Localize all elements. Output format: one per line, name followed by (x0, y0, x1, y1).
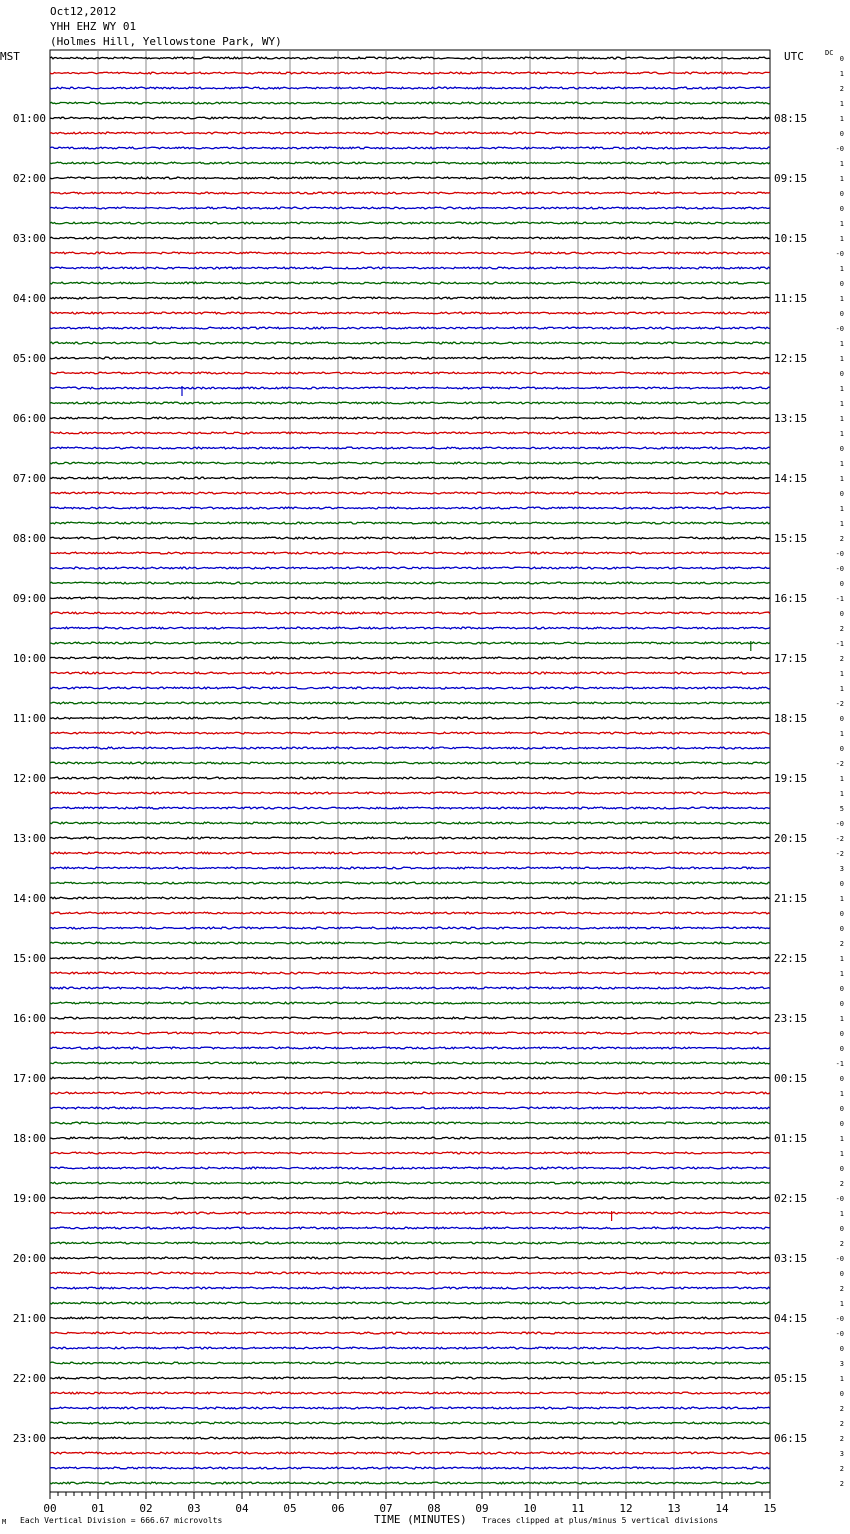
right-hour-label: 17:15 (774, 652, 808, 665)
dc-offset-label: 1 (839, 1090, 844, 1098)
left-hour-label: 07:00 (12, 472, 46, 485)
dc-offset-label: 1 (839, 520, 844, 528)
dc-offset-label: 0 (839, 55, 844, 63)
seismic-trace (50, 387, 770, 389)
dc-offset-label: 1 (839, 295, 844, 303)
dc-offset-label: -1 (835, 1060, 844, 1068)
dc-offset-label: 1 (839, 475, 844, 483)
dc-offset-label: 0 (839, 1045, 844, 1053)
seismic-trace (50, 882, 770, 884)
seismic-trace (50, 1287, 770, 1289)
seismic-trace (50, 897, 770, 899)
dc-offset-label: 0 (839, 1165, 844, 1173)
right-hour-label: 21:15 (774, 892, 808, 905)
vertical-division-note: Each Vertical Division = 666.67 microvolts (20, 1516, 223, 1525)
dc-offset-label: 0 (839, 580, 844, 588)
dc-offset-label: 1 (839, 1150, 844, 1158)
seismic-trace (50, 1077, 770, 1079)
location-label: (Holmes Hill, Yellowstone Park, WY) (50, 35, 282, 48)
x-tick-label: 02 (139, 1502, 153, 1515)
seismic-trace (50, 1047, 770, 1049)
dc-offset-label: 3 (839, 865, 844, 873)
left-hour-label: 19:00 (12, 1192, 46, 1205)
right-hour-label: 08:15 (774, 112, 808, 125)
seismic-trace (50, 1467, 770, 1469)
seismic-trace (50, 522, 770, 524)
dc-offset-label: -2 (835, 835, 844, 843)
dc-offset-label: 1 (839, 340, 844, 348)
seismic-trace (50, 1092, 770, 1094)
seismic-trace (50, 597, 770, 599)
seismic-trace (50, 1332, 770, 1334)
right-hour-label: 13:15 (774, 412, 808, 425)
dc-offset-label: 2 (839, 1285, 844, 1293)
seismic-trace (50, 1152, 770, 1154)
seismic-trace (50, 687, 770, 689)
right-hour-label: 15:15 (774, 532, 808, 545)
right-hour-label: 23:15 (774, 1012, 808, 1025)
left-hour-label: 20:00 (12, 1252, 46, 1265)
dc-offset-label: 0 (839, 925, 844, 933)
seismic-trace (50, 582, 770, 584)
dc-offset-label: 0 (839, 985, 844, 993)
seismic-trace (50, 1272, 770, 1274)
dc-offset-label: 1 (839, 955, 844, 963)
seismic-trace (50, 312, 770, 314)
x-tick-label: 01 (91, 1502, 105, 1515)
dc-offset-label: -0 (835, 565, 844, 573)
seismic-trace (50, 357, 770, 359)
dc-offset-label: -0 (835, 1195, 844, 1203)
right-hour-label: 18:15 (774, 712, 808, 725)
seismic-trace (50, 132, 770, 134)
seismic-trace (50, 447, 770, 449)
dc-offset-label: 2 (839, 625, 844, 633)
seismic-trace (50, 87, 770, 89)
x-tick-label: 13 (667, 1502, 681, 1515)
dc-offset-label: 1 (839, 790, 844, 798)
right-hour-label: 11:15 (774, 292, 808, 305)
seismic-trace (50, 957, 770, 959)
dc-offset-label: 1 (839, 775, 844, 783)
station-label: YHH EHZ WY 01 (50, 20, 137, 33)
seismic-trace (50, 567, 770, 569)
seismic-trace (50, 1392, 770, 1394)
seismic-trace (50, 1167, 770, 1169)
right-hour-label: 01:15 (774, 1132, 808, 1145)
dc-offset-label: 1 (839, 895, 844, 903)
left-hour-label: 04:00 (12, 292, 46, 305)
seismic-trace (50, 507, 770, 509)
seismic-trace (50, 1452, 770, 1454)
x-tick-label: 14 (715, 1502, 729, 1515)
dc-offset-label: -1 (835, 595, 844, 603)
dc-offset-label: 2 (839, 1435, 844, 1443)
left-timezone-label: MST (0, 50, 20, 63)
dc-offset-label: 1 (839, 670, 844, 678)
dc-offset-label: -0 (835, 820, 844, 828)
seismic-trace (50, 102, 770, 104)
seismic-trace (50, 1107, 770, 1109)
dc-offset-label: -0 (835, 550, 844, 558)
left-hour-label: 21:00 (12, 1312, 46, 1325)
seismic-trace (50, 1362, 770, 1364)
seismic-trace (50, 612, 770, 614)
dc-offset-label: -1 (835, 640, 844, 648)
x-tick-label: 03 (187, 1502, 201, 1515)
left-hour-label: 10:00 (12, 652, 46, 665)
dc-offset-label: 2 (839, 940, 844, 948)
seismic-trace (50, 147, 770, 149)
dc-offset-label: 0 (839, 370, 844, 378)
left-hour-label: 23:00 (12, 1432, 46, 1445)
clipping-note: Traces clipped at plus/minus 5 vertical divisions (482, 1516, 719, 1525)
seismic-trace (50, 222, 770, 224)
seismic-trace (50, 747, 770, 749)
seismic-trace (50, 477, 770, 479)
dc-offset-label: -0 (835, 1315, 844, 1323)
seismic-trace (50, 1257, 770, 1259)
dc-offset-label: 2 (839, 1480, 844, 1488)
dc-offset-label: 1 (839, 1135, 844, 1143)
right-hour-label: 03:15 (774, 1252, 808, 1265)
right-hour-label: 20:15 (774, 832, 808, 845)
seismic-trace (50, 1407, 770, 1409)
seismic-trace (50, 822, 770, 824)
dc-offset-label: -2 (835, 850, 844, 858)
seismic-trace (50, 927, 770, 929)
x-tick-label: 05 (283, 1502, 297, 1515)
dc-offset-label: 3 (839, 1360, 844, 1368)
left-hour-label: 18:00 (12, 1132, 46, 1145)
seismic-trace (50, 372, 770, 374)
corner-mark: M (2, 1518, 7, 1526)
dc-offset-label: 1 (839, 1375, 844, 1383)
seismic-trace (50, 1032, 770, 1034)
seismic-trace (50, 1197, 770, 1199)
right-hour-label: 12:15 (774, 352, 808, 365)
x-tick-label: 00 (43, 1502, 57, 1515)
right-hour-label: 16:15 (774, 592, 808, 605)
seismic-trace (50, 342, 770, 344)
left-hour-label: 05:00 (12, 352, 46, 365)
seismic-trace (50, 267, 770, 269)
seismic-trace (50, 1227, 770, 1229)
dc-offset-label: -2 (835, 760, 844, 768)
seismic-trace (50, 417, 770, 419)
seismic-trace (50, 1137, 770, 1139)
left-hour-label: 06:00 (12, 412, 46, 425)
dc-offset-label: 0 (839, 1390, 844, 1398)
left-hour-label: 03:00 (12, 232, 46, 245)
seismic-trace (50, 1062, 770, 1064)
dc-offset-label: -0 (835, 325, 844, 333)
seismic-trace (50, 192, 770, 194)
seismic-trace (50, 72, 770, 74)
left-hour-label: 15:00 (12, 952, 46, 965)
dc-offset-label: 0 (839, 715, 844, 723)
right-timezone-label: UTC (784, 50, 804, 63)
x-tick-label: 12 (619, 1502, 633, 1515)
dc-offset-label: 0 (839, 130, 844, 138)
x-tick-label: 07 (379, 1502, 393, 1515)
dc-offset-label: 2 (839, 1420, 844, 1428)
seismic-trace (50, 492, 770, 494)
seismic-trace (50, 1122, 770, 1124)
dc-offset-label: -0 (835, 145, 844, 153)
seismic-trace (50, 1437, 770, 1439)
dc-offset-label: 0 (839, 745, 844, 753)
dc-offset-label: 1 (839, 115, 844, 123)
dc-offset-label: 2 (839, 1180, 844, 1188)
right-hour-label: 06:15 (774, 1432, 808, 1445)
dc-offset-label: 2 (839, 85, 844, 93)
x-axis-title: TIME (MINUTES) (374, 1513, 467, 1526)
dc-offset-label: 0 (839, 1225, 844, 1233)
dc-offset-label: 0 (839, 280, 844, 288)
date-label: Oct12,2012 (50, 5, 117, 18)
dc-offset-label: 0 (839, 490, 844, 498)
dc-offset-label: -0 (835, 1330, 844, 1338)
dc-label: DC (825, 49, 834, 57)
seismic-trace (50, 1017, 770, 1019)
seismic-trace (50, 297, 770, 299)
left-hour-label: 14:00 (12, 892, 46, 905)
dc-offset-label: 0 (839, 445, 844, 453)
dc-offset-label: 1 (839, 175, 844, 183)
seismic-trace (50, 807, 770, 809)
seismic-trace (50, 552, 770, 554)
seismic-trace (50, 852, 770, 854)
seismic-trace (50, 282, 770, 284)
dc-offset-label: 1 (839, 685, 844, 693)
x-tick-label: 11 (571, 1502, 585, 1515)
seismic-trace (50, 672, 770, 674)
left-hour-label: 13:00 (12, 832, 46, 845)
dc-offset-label: 1 (839, 460, 844, 468)
seismic-trace (50, 57, 770, 59)
seismic-trace (50, 237, 770, 239)
dc-offset-label: 0 (839, 205, 844, 213)
dc-offset-label: 0 (839, 1030, 844, 1038)
right-hour-label: 02:15 (774, 1192, 808, 1205)
seismic-trace (50, 972, 770, 974)
seismic-trace (50, 762, 770, 764)
seismic-trace (50, 252, 770, 254)
seismic-trace (50, 402, 770, 404)
right-hour-label: 14:15 (774, 472, 808, 485)
seismic-trace (50, 207, 770, 209)
right-hour-label: 22:15 (774, 952, 808, 965)
right-hour-label: 04:15 (774, 1312, 808, 1325)
seismic-trace (50, 1302, 770, 1304)
seismic-trace (50, 942, 770, 944)
dc-offset-label: 0 (839, 1105, 844, 1113)
dc-offset-label: 1 (839, 100, 844, 108)
dc-offset-label: 1 (839, 430, 844, 438)
left-hour-label: 11:00 (12, 712, 46, 725)
seismic-trace (50, 462, 770, 464)
seismic-trace (50, 177, 770, 179)
dc-offset-label: 0 (839, 1075, 844, 1083)
dc-offset-label: -0 (835, 250, 844, 258)
seismic-trace (50, 627, 770, 629)
dc-offset-label: 0 (839, 310, 844, 318)
left-hour-label: 01:00 (12, 112, 46, 125)
seismic-trace (50, 702, 770, 704)
dc-offset-label: 0 (839, 190, 844, 198)
seismic-trace (50, 837, 770, 839)
x-tick-label: 15 (763, 1502, 777, 1515)
x-tick-label: 10 (523, 1502, 537, 1515)
seismic-trace (50, 117, 770, 119)
seismic-trace (50, 1377, 770, 1379)
seismic-trace (50, 1482, 770, 1484)
seismic-trace (50, 1422, 770, 1424)
dc-offset-label: 2 (839, 535, 844, 543)
dc-offset-label: 1 (839, 385, 844, 393)
dc-offset-label: 2 (839, 1465, 844, 1473)
right-hour-label: 09:15 (774, 172, 808, 185)
left-hour-label: 08:00 (12, 532, 46, 545)
seismic-trace (50, 327, 770, 329)
dc-offset-label: 1 (839, 265, 844, 273)
dc-offset-label: 1 (839, 415, 844, 423)
seismic-trace (50, 777, 770, 779)
dc-offset-label: 1 (839, 1210, 844, 1218)
dc-offset-label: 0 (839, 1345, 844, 1353)
x-tick-label: 08 (427, 1502, 441, 1515)
left-hour-label: 12:00 (12, 772, 46, 785)
x-tick-label: 09 (475, 1502, 489, 1515)
dc-offset-label: 5 (839, 805, 844, 813)
dc-offset-label: -2 (835, 700, 844, 708)
right-hour-label: 05:15 (774, 1372, 808, 1385)
dc-offset-label: 1 (839, 355, 844, 363)
right-hour-label: 10:15 (774, 232, 808, 245)
dc-offset-label: 1 (839, 160, 844, 168)
seismic-trace (50, 432, 770, 434)
dc-offset-label: 3 (839, 1450, 844, 1458)
seismic-trace (50, 912, 770, 914)
dc-offset-label: 2 (839, 1405, 844, 1413)
dc-offset-label: 1 (839, 400, 844, 408)
seismic-trace (50, 642, 770, 644)
seismic-trace (50, 1347, 770, 1349)
seismic-trace (50, 732, 770, 734)
seismic-trace (50, 162, 770, 164)
seismic-trace (50, 1182, 770, 1184)
x-tick-label: 04 (235, 1502, 249, 1515)
dc-offset-label: -0 (835, 1255, 844, 1263)
x-tick-label: 06 (331, 1502, 345, 1515)
dc-offset-label: 1 (839, 1015, 844, 1023)
seismic-trace (50, 537, 770, 539)
seismic-trace (50, 717, 770, 719)
seismic-trace (50, 867, 770, 869)
dc-offset-label: 2 (839, 655, 844, 663)
seismic-trace (50, 1212, 770, 1214)
right-hour-label: 19:15 (774, 772, 808, 785)
dc-offset-label: 0 (839, 910, 844, 918)
dc-offset-label: 1 (839, 505, 844, 513)
dc-offset-label: 0 (839, 880, 844, 888)
dc-offset-label: 1 (839, 1300, 844, 1308)
left-hour-label: 16:00 (12, 1012, 46, 1025)
dc-offset-label: 1 (839, 220, 844, 228)
left-hour-label: 22:00 (12, 1372, 46, 1385)
seismic-trace (50, 792, 770, 794)
dc-offset-label: 0 (839, 610, 844, 618)
plot-frame (50, 50, 770, 1492)
dc-offset-label: 1 (839, 970, 844, 978)
dc-offset-label: 1 (839, 730, 844, 738)
dc-offset-label: 1 (839, 70, 844, 78)
left-hour-label: 02:00 (12, 172, 46, 185)
seismic-trace (50, 657, 770, 659)
dc-offset-label: 2 (839, 1240, 844, 1248)
dc-offset-label: 0 (839, 1120, 844, 1128)
dc-offset-label: 0 (839, 1000, 844, 1008)
seismic-trace (50, 1242, 770, 1244)
seismic-trace (50, 1002, 770, 1004)
left-hour-label: 17:00 (12, 1072, 46, 1085)
seismic-trace (50, 987, 770, 989)
dc-offset-label: 1 (839, 235, 844, 243)
dc-offset-label: 0 (839, 1270, 844, 1278)
left-hour-label: 09:00 (12, 592, 46, 605)
right-hour-label: 00:15 (774, 1072, 808, 1085)
seismic-trace (50, 1317, 770, 1319)
